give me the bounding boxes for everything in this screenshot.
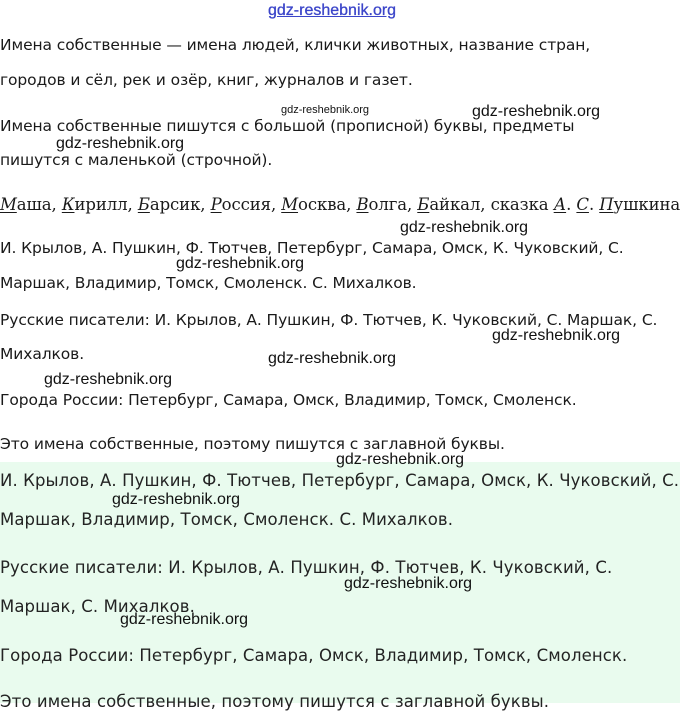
watermark: gdz-reshebnik.org: [268, 350, 397, 367]
watermark: gdz-reshebnik.org: [336, 451, 465, 468]
capital-letter: Б: [137, 195, 150, 214]
watermark: gdz-reshebnik.org: [492, 327, 621, 344]
name-word: С.: [576, 195, 595, 214]
answer-line-5: Города России: Петербург, Самара, Омск, Владимир, Томск, Смоленск.: [0, 646, 628, 665]
watermark: gdz-reshebnik.org: [112, 491, 241, 508]
text-line-6: Маршак, Владимир, Томск, Смоленск. С. Михалков.: [0, 274, 417, 292]
handwritten-names-line: Маша, Кирилл, Барсик, Россия, Москва, Волга, Байкал, сказка А. С. Пушкина: [0, 195, 680, 214]
answer-line-1: И. Крылов, А. Пушкин, Ф. Тютчев, Петербург, Самара, Омск, К. Чуковский, С.: [0, 471, 680, 490]
capital-letter: П: [599, 195, 614, 214]
watermark: gdz-reshebnik.org: [120, 611, 249, 628]
capital-letter: К: [61, 195, 75, 214]
capital-letter: Р: [210, 195, 222, 214]
watermark: gdz-reshebnik.org: [176, 255, 305, 272]
name-word: Волга: [356, 195, 407, 214]
capital-letter: В: [356, 195, 369, 214]
capital-letter: А: [553, 195, 567, 214]
answer-block: [0, 462, 680, 711]
name-word: Россия: [210, 195, 271, 214]
answer-line-4: Маршак, С. Михалков.: [0, 597, 195, 616]
watermark-top[interactable]: gdz-reshebnik.org: [268, 2, 397, 19]
text-line-4: пишутся с маленькой (строчной).: [0, 151, 273, 169]
capital-letter: М: [0, 195, 17, 214]
watermark: gdz-reshebnik.org: [400, 219, 529, 236]
text-line-8: Михалков.: [0, 345, 85, 363]
text-line-7: Русские писатели: И. Крылов, А. Пушкин, Ф. Тютчев, К. Чуковский, С. Маршак, С.: [0, 311, 658, 329]
answer-line-6: Это имена собственные, поэтому пишутся с заглавной буквы.: [0, 692, 550, 711]
text-line-3: Имена собственные пишутся с большой (прописной) буквы, предметы: [0, 117, 575, 135]
text-line-1: Имена собственные — имена людей, клички животных, название стран,: [0, 36, 591, 54]
watermark: gdz-reshebnik.org: [344, 575, 473, 592]
name-word: Москва: [281, 195, 347, 214]
name-word: сказка: [490, 195, 549, 214]
name-word: Пушкина: [599, 195, 680, 214]
name-word: Барсик: [137, 195, 201, 214]
answer-line-2: Маршак, Владимир, Томск, Смоленск. С. Михалков.: [0, 510, 454, 529]
name-word: Кирилл: [61, 195, 128, 214]
text-line-5: И. Крылов, А. Пушкин, Ф. Тютчев, Петербург, Самара, Омск, К. Чуковский, С.: [0, 239, 624, 257]
watermark: gdz-reshebnik.org: [472, 103, 601, 120]
capital-letter: С: [576, 195, 589, 214]
watermark: gdz-reshebnik.org: [281, 104, 370, 116]
capital-letter: Б: [417, 195, 430, 214]
name-word: Маша: [0, 195, 52, 214]
name-word: Байкал: [417, 195, 481, 214]
text-line-9: Города России: Петербург, Самара, Омск, Владимир, Томск, Смоленск.: [0, 391, 577, 409]
capital-letter: М: [281, 195, 299, 214]
watermark: gdz-reshebnik.org: [56, 135, 185, 152]
answer-line-3: Русские писатели: И. Крылов, А. Пушкин, Ф. Тютчев, К. Чуковский, С.: [0, 558, 613, 577]
name-word: А.: [553, 195, 572, 214]
text-line-10: Это имена собственные, поэтому пишутся с заглавной буквы.: [0, 435, 505, 453]
text-line-2: городов и сёл, рек и озёр, книг, журналов и газет.: [0, 71, 413, 89]
watermark: gdz-reshebnik.org: [44, 371, 173, 388]
